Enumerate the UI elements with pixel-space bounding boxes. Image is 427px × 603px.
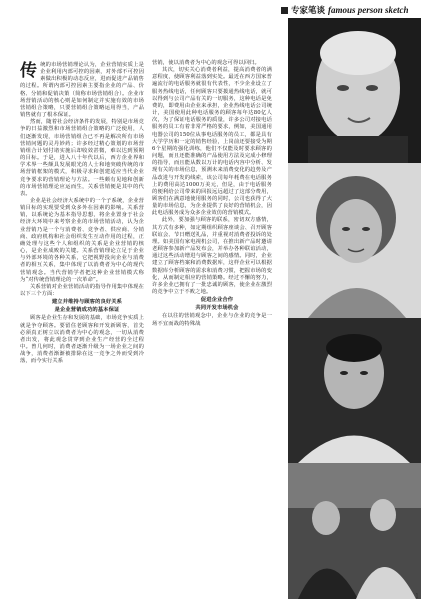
left-paragraph-2: 然而，随着社会经济条件的发展，特别是市场竞争的日益激烈和市场营销组合策略的广泛使用，人们逐渐发现，市场营销组合已不再是解决所有市场营销问题的灵丹妙药；许多经过精心策划的市场营销组合计划付诸实施后却收效甚微，难以达到预期的目标。于是，进入八十年代以后，西方企业界和学术界一些颇具发展眼光的人士和地突破传统的市场营销框架的模式，积极寻求和创建适应当代企业竞争要求的营销理论与方法。一些颇有见地和创新的市场营销理论应运而生，关系营销便是其中的代表。 [20, 119, 144, 197]
mid-paragraph-3: 此外，要加强与顾客的联系，密切双方感情，其方式有多种，如定期组织顾客座谈会、召开顾客联谊会、节日赠送礼品，并重视对消费者投诉的处理。如美国有家电视机公司，在推出新产品时邀请老顾客参加新产品发布会，并举办各种联谊活动，通过这些活动增进与顾客之间的感情。同时，企业建立了顾客档案和消费数据库，这样企业可以根据数据库分析顾客的需求和消费习惯，把握市场的变化，从而制定相应的营销策略。经过不懈的努力，许多企业已拥有了一批忠诚的顾客，使企业在激烈的竞争中立于不败之地。 [152, 217, 272, 295]
left-paragraph-5: 顾客是企业生存和发展的基础，市场竞争实质上就是争夺顾客。要留住老顾客和开发新顾客，首先必须真正树立以消费者为中心的观念，一切从消费者出发，将此观念贯穿到企业生产经营的全过程中。曾几何时，消费者逐渐升级为一场企业之间的战争，消费者渐渐被排除在这一竞争之外而受到冷落，而今实行关系 [20, 315, 144, 365]
photo-older-man-portrait [288, 18, 421, 163]
mid-paragraph-1: 营销，使以消费者为中心的观念可得以回归。 [152, 60, 260, 66]
left-paragraph-3: 企业是社会经济大系统中的一个子系统，企业营销目标的实现要受到众多外在因素的影响。关系营销，以系统论为基本指导思想，将企业置身于社会经济大环境中来考察企业的市场营销活动，认为企业营销乃是一个与消费者、竞争者、供应商、分销商、政府机构和社会组织发生互动作用的过程，正确处理与这些个人和组织的关系是企业营销的核心，是企业成败的关键。关系营销理论立足于企业与外部环境的各种关系，它把视野投向企业与消费者的相互关系，集中体现了以消费者为中心的现代营销观念。当代营销学者把这种企业营销模式称为“对传统营销理论的一次革命”。 [20, 197, 144, 283]
section-header [281, 4, 421, 16]
page-number: 1 [415, 593, 419, 600]
header-square-icon [281, 7, 288, 14]
mid-paragraph-4: 在以往的营销观念中，企业与企业的竞争是一场不宜而战的特殊战 [152, 313, 272, 327]
left-paragraph-1-text: 统的市场营销理论认为，企业营销实质上是企业利用内部可控的因素，对外部不可控因素做出积极的动态反应，进而促进产品销售的过程。所谓内部可控因素主要指企业的产品、价格、分销和促销决策（简称市场营销组合）。企业市场营销活动的核心则是如何制定并实施有效的市场营销组合策略，只要营销组合策略运用得当，产品销售就有了根本保证。 [20, 62, 144, 119]
mid-heading-1: 促进企业合作 [200, 297, 234, 304]
left-heading-2: 是企业营销成功的基本保证 [54, 307, 120, 314]
mid-paragraph-2: 其次，切实关心消费者利益，提高消费者的满意程度，使顾客利益落到实处。最近在西方国家普遍流行的电话服务就很有代表性，不少企业设立了服务热线电话，任何顾客只要拨通热线电话，就可以得到与公司产品有关的一切服务，这种电话是免费的，即费用由企业来承担，企业热线电话公司统计，美国使用此种电话服务的顾客每年达80亿人次，为了保证电话服务的质量，许多公司对接电话服务的员工有着非常严格的要求，例如，美国通用电器公司的150位从事电话服务的员工，都是具有大学学历和一定的销售经验，上岗前还要接受为期6个星期的强化训练，他们不仅能及时要求顾客的问题，而且还能准确的产品使用方法及完成小修理的指导，而且能从数以万计的电话内容中分析、发现有关的市场信息，预测未来消费变化的趋势及产品改进与开发的线索，该公司每年耗费在电话服务上的费用高达1000万美元，但是，由于电话服务的便利给公司带来的回报远远超过了这部分费用，顾客们在满意地使用服务的同时，公司也获得了大量的市场信息，为企业提供了良好的营销机会，因此电话服务成为众多企业效仿的营销模式。 [152, 67, 272, 217]
photo-meeting-scene [288, 463, 421, 599]
left-heading-1: 建立并维持与顾客的良好关系 [51, 299, 123, 306]
photo-man-portrait [288, 318, 421, 463]
photo-woman-portrait [288, 163, 421, 318]
left-paragraph-4: 关系营销对企业营销活动的指导作用集中体现在以下三个方面： [20, 283, 144, 297]
middle-column [152, 60, 272, 328]
header-title-en: famous person sketch [328, 5, 409, 15]
left-column [20, 62, 144, 366]
left-paragraph-1 [20, 62, 144, 119]
header-title-zh: 专家笔谈 [291, 6, 326, 16]
dropcap: 传 [20, 61, 38, 81]
mid-heading-2: 共同开发市场机会 [195, 305, 239, 312]
